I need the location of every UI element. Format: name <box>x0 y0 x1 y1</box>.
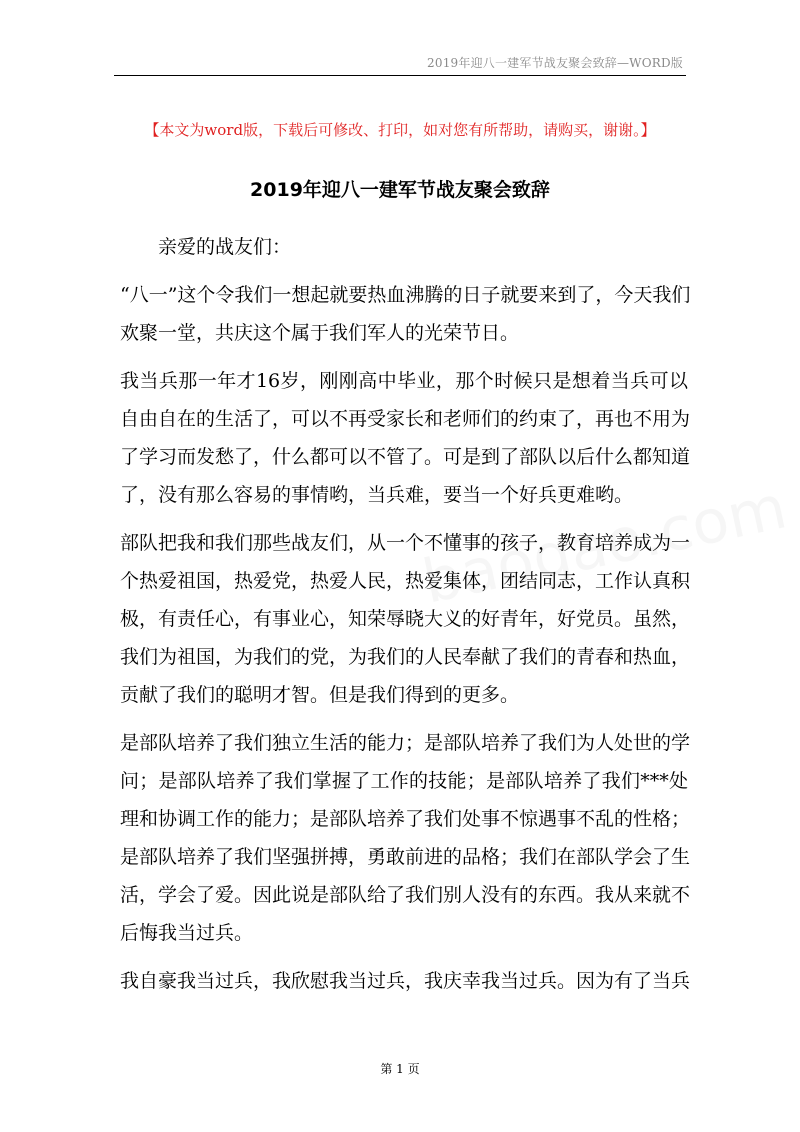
paragraph-4-line-3: 理和协调工作的能力；是部队培养了我们处事不惊遇事不乱的性格； <box>120 808 691 830</box>
paragraph-3-line-2: 个热爱祖国，热爱党，热爱人民，热爱集体，团结同志，工作认真积 <box>120 570 691 592</box>
paragraph-5-line-1: 我自豪我当过兵，我欣慰我当过兵，我庆幸我当过兵。因为有了当兵 <box>120 970 691 992</box>
paragraph-2-line-2: 自由自在的生活了，可以不再受家长和老师们的约束了，再也不用为 <box>120 408 691 430</box>
salutation: 亲爱的战友们： <box>158 236 292 258</box>
page-number: 第 1 页 <box>380 1062 420 1076</box>
running-header: 2019年迎八一建军节战友聚会致辞—WORD版 <box>427 56 683 70</box>
paragraph-4-line-2: 问；是部队培养了我们掌握了工作的技能；是部队培养了我们***处 <box>120 770 688 792</box>
paragraph-2-line-3: 了学习而发愁了，什么都可以不管了。可是到了部队以后什么都知道 <box>120 446 691 468</box>
paragraph-1-line-2: 欢聚一堂，共庆这个属于我们军人的光荣节日。 <box>120 322 520 344</box>
document-title: 2019年迎八一建军节战友聚会致辞 <box>250 179 550 201</box>
purchase-notice: 【本文为word版，下载后可修改、打印，如对您有所帮助，请购买，谢谢。】 <box>144 121 656 139</box>
paragraph-4-line-5: 活，学会了爱。因此说是部队给了我们别人没有的东西。我从来就不 <box>120 884 691 906</box>
paragraph-3-line-3: 极，有责任心，有事业心，知荣辱晓大义的好青年，好党员。虽然， <box>120 608 691 630</box>
paragraph-4-line-4: 是部队培养了我们坚强拼搏，勇敢前进的品格；我们在部队学会了生 <box>120 846 691 868</box>
paragraph-3-line-5: 贡献了我们的聪明才智。但是我们得到的更多。 <box>120 684 520 706</box>
paragraph-4-line-6: 后悔我当过兵。 <box>120 922 254 944</box>
paragraph-2-line-4: 了，没有那么容易的事情哟，当兵难，要当一个好兵更难哟。 <box>120 484 634 506</box>
header-divider <box>114 75 686 76</box>
paragraph-4-line-1: 是部队培养了我们独立生活的能力；是部队培养了我们为人处世的学 <box>120 732 691 754</box>
paragraph-1-line-1: “八一”这个令我们一想起就要热血沸腾的日子就要来到了，今天我们 <box>120 284 691 306</box>
paragraph-2-line-1: 我当兵那一年才16岁，刚刚高中毕业，那个时候只是想着当兵可以 <box>120 370 688 392</box>
paragraph-3-line-4: 我们为祖国，为我们的党，为我们的人民奉献了我们的青春和热血， <box>120 646 691 668</box>
paragraph-3-line-1: 部队把我和我们那些战友们，从一个不懂事的孩子，教育培养成为一 <box>120 532 691 554</box>
